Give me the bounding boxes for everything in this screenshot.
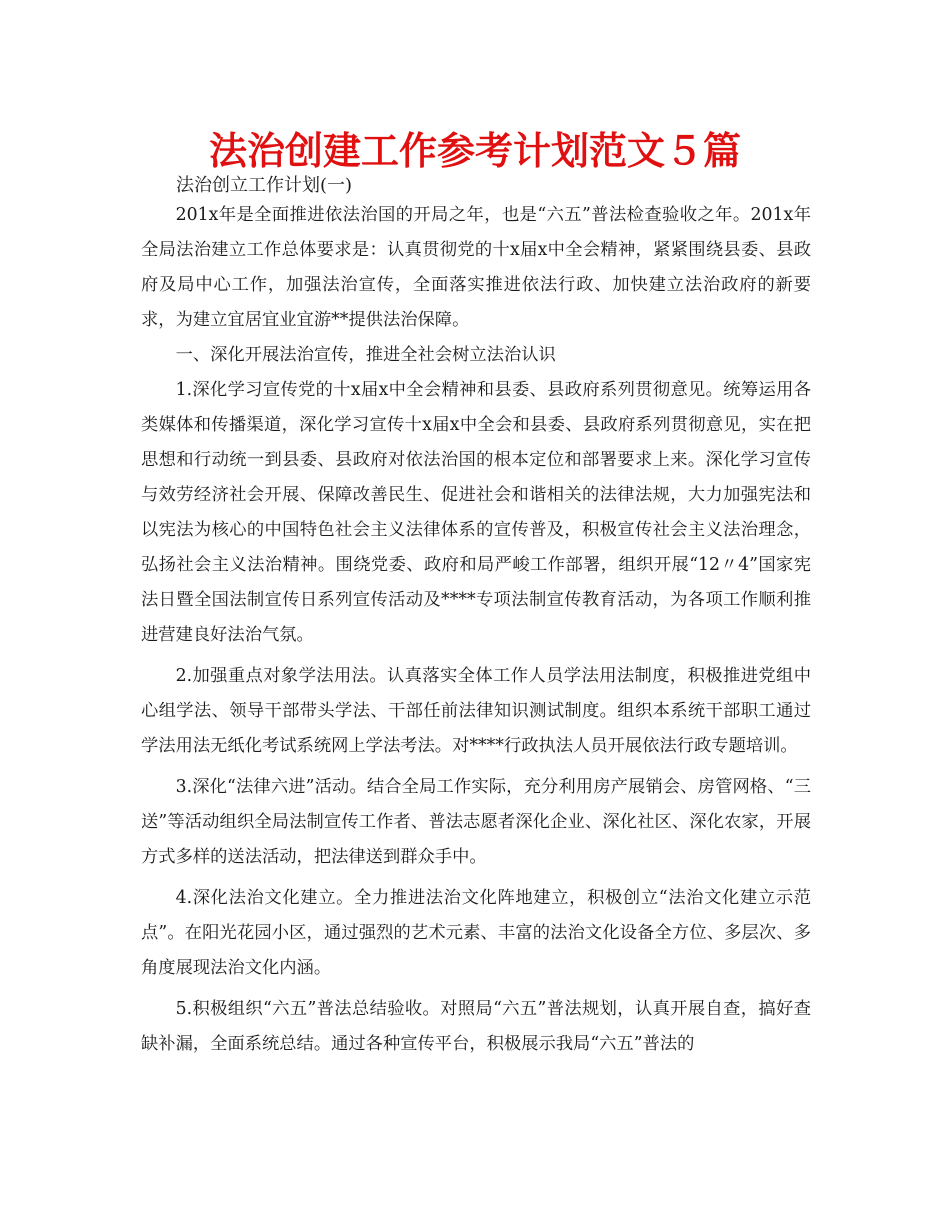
section-heading-1: 一、深化开展法治宣传，推进全社会树立法治认识 [175,345,556,365]
document-title: 法治创建工作参考计划范文５篇 [208,129,741,173]
paragraph-item-4: 4.深化法治文化建立。全力推进法治文化阵地建立，积极创立“法治文化建立示范点”。在阳光花园小区，通过强烈的艺术元素、丰富的法治文化设备全方位、多层次、多角度展现法治文化内涵。 [141,888,811,978]
paragraph-intro: 201x年是全面推进依法治国的开局之年，也是“六五”普法检查验收之年。201x年全局法治建立工作总体要求是：认真贯彻党的十x届x中全会精神，紧紧围绕县委、县政府及局中心工作，加强法治宣传，全面落实推进依法行政、加快建立法治政府的新要求，为建立宜居宜业宜游**提供法治保障。 [141,205,811,330]
paragraph-item-1: 1.深化学习宣传党的十x届x中全会精神和县委、县政府系列贯彻意见。统筹运用各类媒体和传播渠道，深化学习宣传十x届x中全会和县委、县政府系列贯彻意见，实在把思想和行动统一到县委、县政府对依法治国的根本定位和部署要求上来。深化学习宣传与效劳经济社会开展、保障改善民生、促进社会和谐相关的法律法规，大力加强宪法和以宪法为核心的中国特色社会主义法律体系的宣传普及，积极宣传社会主义法治理念，弘扬社会主义法治精神。围绕党委、政府和局严峻工作部署，组织开展“12〃4”国家宪法日暨全国法制宣传日系列宣传活动及****专项法制宣传教育活动，为各项工作顺利推进营建良好法治气氛。 [141,380,811,645]
paragraph-item-5: 5.积极组织“六五”普法总结验收。对照局“六五”普法规划，认真开展自查，搞好查缺补漏，全面系统总结。通过各种宣传平台，积极展示我局“六五”普法的 [141,999,811,1054]
paragraph-item-2: 2.加强重点对象学法用法。认真落实全体工作人员学法用法制度，积极推进党组中心组学法、领导干部带头学法、干部任前法律知识测试制度。组织本系统干部职工通过学法用法无纸化考试系统网上学法考法。对****行政执法人员开展依法行政专题培训。 [141,666,811,756]
paragraph-item-3: 3.深化“法律六进”活动。结合全局工作实际，充分利用房产展销会、房管网格、“三送”等活动组织全局法制宣传工作者、普法志愿者深化企业、深化社区、深化农家，开展方式多样的送法活动，把法律送到群众手中。 [141,777,811,867]
document-subtitle: 法治创立工作计划(一) [176,175,353,196]
document-body [141,198,811,1062]
